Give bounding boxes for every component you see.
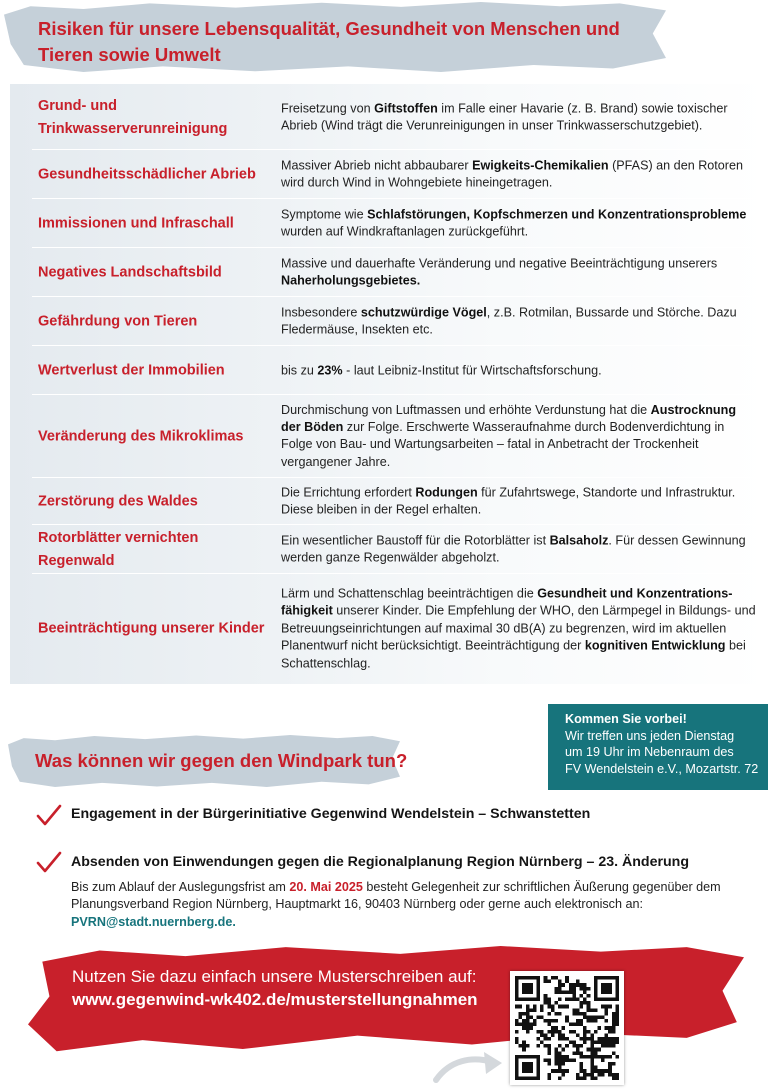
qr-code[interactable]: [510, 971, 624, 1085]
risk-description: [281, 402, 757, 472]
risk-description-text: Freisetzung von: [281, 101, 375, 116]
email-link[interactable]: PVRN@stadt.nuernberg.de.: [71, 914, 236, 929]
risk-description: [281, 532, 757, 567]
risk-description-text: Ein wesentlicher Baustoff für die Rotorblätter ist: [281, 533, 550, 548]
risk-row: [10, 248, 768, 297]
risk-description-text: wurden auf Windkraftanlagen zurückgeführt.: [281, 224, 529, 239]
risk-description-text: zur Folge. Erschwerte Wasseraufnahme durch Bodenverdichtung in Folge von Bau- und Wartungsarbeiten – fatal in Anbetracht der Trockenheit vergangener Jahre.: [281, 420, 725, 469]
risk-label: Gefährdung von Tieren: [38, 313, 198, 329]
risk-description-text: unserer Kinder. Die Empfehlung der WHO, den Lärmpegel in Bildungs- und Betreuungseinrichtungen auf maximal 30 dB(A) zu begrenzen, wird im aktuellen Planentwurf nicht berücksichtigt. Beeinträchtigung der: [281, 603, 756, 653]
meeting-title: Kommen Sie vorbei!: [565, 712, 687, 726]
meeting-line-3: FV Wendelstein e.V., Mozartstr. 72: [565, 761, 759, 776]
risk-description-text: Massive und dauerhafte Veränderung und negative Beeinträchtigung unserers: [281, 256, 718, 271]
risk-description-text: (PFAS) an den Rotoren wird durch Wind in Wohngebiete hineingetragen.: [281, 158, 743, 190]
risk-row: [10, 478, 768, 525]
risk-label: Wertverlust der Immobilien: [38, 362, 225, 378]
risk-description-text: Massiver Abrieb nicht abbaubarer: [281, 158, 473, 173]
risk-description: [281, 585, 757, 672]
risk-description-text: im Falle einer Havarie (z. B. Brand) sowie toxischer Abrieb (Wind trägt die Verunreinigungen in unser Trinkwasserschutzgebiet).: [281, 101, 728, 133]
risk-row: [10, 199, 768, 248]
risk-description-text: Durchmischung von Luftmassen und erhöhte Verdunstung hat die: [281, 402, 651, 417]
risk-description-emphasis: Rodungen: [415, 485, 478, 500]
risk-row: [10, 346, 768, 395]
risk-description-text: , z.B. Rotmilan, Bussarde und Störche. Dazu Fledermäuse, Insekten etc.: [281, 305, 737, 337]
risk-description: [281, 255, 757, 290]
risk-label: Gesundheitsschädlicher Abrieb: [38, 166, 256, 182]
risk-label: Beeinträchtigung unserer Kinder: [38, 620, 265, 637]
risk-label: Zerstörung des Waldes: [38, 493, 198, 509]
risk-description-text: - laut Leibniz-Institut für Wirtschaftsforschung.: [342, 362, 602, 377]
risk-description-emphasis: Naherholungsgebietes.: [281, 273, 421, 288]
risk-description-text: Insbesondere: [281, 305, 361, 320]
risk-description-emphasis: Schlafstörungen, Kopfschmerzen und Konzentrationsprobleme: [367, 207, 747, 222]
risk-row: [10, 86, 768, 150]
risk-description-emphasis: Ewigkeits-Chemikalien: [472, 158, 609, 173]
actions-title: Was können wir gegen den Windpark tun?: [35, 750, 408, 771]
risk-description-text: für Zufahrtswege, Standorte und Infrastruktur. Diese bleiben in der Regel erhalten.: [281, 485, 736, 517]
risk-row: [10, 395, 768, 478]
risk-description-text: Lärm und Schattenschlag beeinträchtigen die: [281, 586, 538, 601]
checkmark-icon: [36, 850, 62, 876]
details-text-before: Bis zum Ablauf der Auslegungsfrist am: [71, 880, 290, 894]
risk-description-emphasis: Austrocknung der Böden: [281, 402, 737, 435]
risk-description-text: Die Errichtung erfordert: [281, 485, 416, 500]
risk-description-emphasis: kognitiven Entwicklung: [584, 638, 726, 653]
risk-row: [10, 525, 768, 574]
risk-description: [281, 157, 757, 192]
risk-description: [281, 304, 757, 339]
risk-description-emphasis: Giftstoffen: [374, 101, 438, 116]
risk-row: [10, 574, 768, 684]
meeting-line-2: um 19 Uhr im Nebenraum des: [565, 745, 734, 759]
banner-text: Nutzen Sie dazu einfach unsere Musterschreiben auf:: [72, 967, 477, 986]
details-text-after: besteht Gelegenheit zur schriftlichen Äußerung gegenüber dem Planungsverband Region Nürnberg, Hauptmarkt 16, 90403 Nürnberg oder gerne auch elektronisch an:: [71, 880, 721, 912]
risk-description-emphasis: 23%: [317, 362, 343, 377]
risk-description: [281, 101, 757, 136]
risk-description-emphasis: Balsaholz: [549, 533, 609, 548]
meeting-line-1: Wir treffen uns jeden Dienstag: [565, 728, 735, 743]
risk-label: Rotorblätter vernichten Regenwald: [38, 529, 199, 569]
risk-description-text: bis zu: [281, 362, 318, 377]
risk-row: [10, 150, 768, 199]
action-engagement: Engagement in der Bürgerinitiative Gegenwind Wendelstein – Schwanstetten: [71, 806, 591, 822]
risk-description: [281, 484, 757, 519]
meeting-info-box: [548, 704, 768, 790]
risk-label: Immissionen und Infraschall: [38, 215, 234, 231]
deadline-date: 20. Mai 2025: [289, 880, 363, 894]
website-link[interactable]: www.gegenwind-wk402.de/musterstellungnahmen: [72, 990, 478, 1009]
risk-description: [281, 362, 757, 379]
risk-label: Negatives Landschaftsbild: [38, 264, 222, 280]
action-objections-details: [71, 879, 741, 931]
risk-description-emphasis: Gesundheit und Konzentrations-fähigkeit: [281, 586, 733, 618]
risk-label: Grund- und Trinkwasserverunreinigung: [38, 98, 228, 137]
risk-description-emphasis: schutzwürdige Vögel: [360, 305, 487, 320]
risk-row: [10, 297, 768, 346]
action-objections: Absenden von Einwendungen gegen die Regionalplanung Region Nürnberg – 23. Änderung: [71, 854, 689, 870]
risk-description-text: . Für dessen Gewinnung werden ganze Regenwälder abgeholzt.: [281, 533, 746, 565]
risks-title: Risiken für unsere Lebensqualität, Gesundheit von Menschen und Tieren sowie Umwelt: [38, 18, 620, 65]
qr-code-icon: [515, 976, 619, 1080]
risk-description: [281, 206, 757, 241]
checkmark-icon: [36, 803, 62, 829]
risk-description-text: Symptome wie: [281, 207, 368, 222]
arrow-icon: [432, 1046, 508, 1084]
risk-description-text: bei Schattenschlag.: [281, 638, 746, 671]
risk-label: Veränderung des Mikroklimas: [38, 428, 244, 444]
